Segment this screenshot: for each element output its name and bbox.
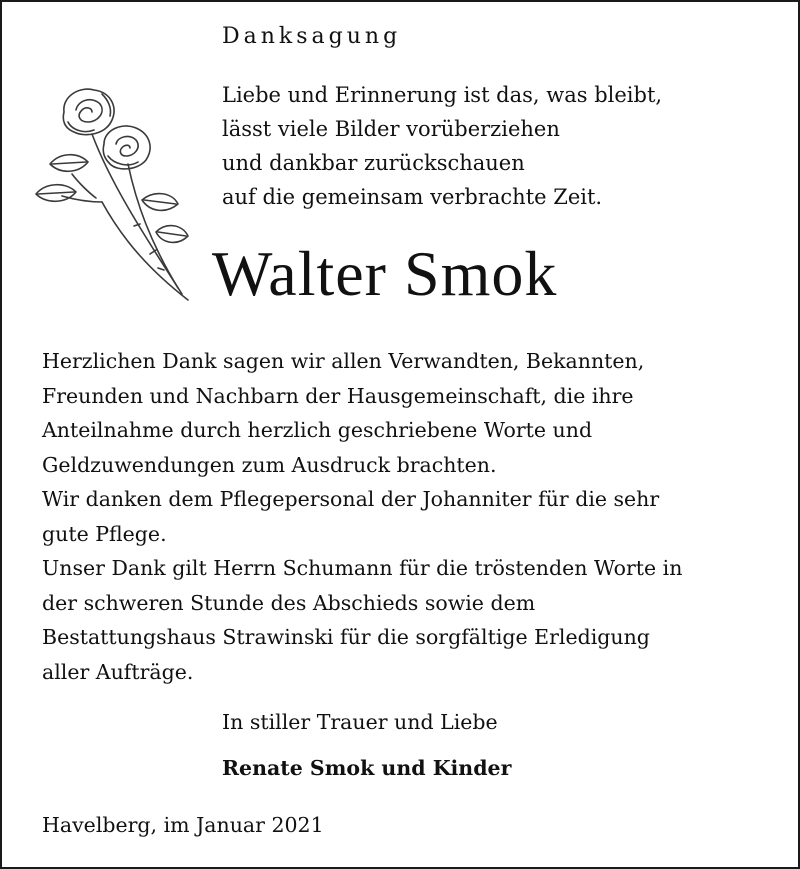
thanks-line: Geldzuwendungen zum Ausdruck brachten. xyxy=(42,452,497,477)
thanks-line: Unser Dank gilt Herrn Schumann für die tröstenden Worte in xyxy=(42,556,683,580)
thanks-line: der schweren Stunde des Abschieds sowie dem xyxy=(42,590,536,615)
notice-heading: Danksagung xyxy=(222,24,402,49)
poem-line: und dankbar zurückschauen xyxy=(222,151,525,175)
rose-icon xyxy=(32,82,196,306)
place-date: Havelberg, im Januar 2021 xyxy=(42,813,324,837)
thanks-line: gute Pflege. xyxy=(42,521,167,546)
thanks-line: Herzlichen Dank sagen wir allen Verwandten, Bekannten, xyxy=(42,349,645,373)
deceased-name: Walter Smok xyxy=(212,238,558,309)
poem xyxy=(222,78,662,214)
signers: Renate Smok und Kinder xyxy=(222,756,512,780)
mourning-line: In stiller Trauer und Liebe xyxy=(222,710,498,734)
thanks-line: Anteilnahme durch herzlich geschriebene Worte und xyxy=(42,418,593,442)
thanks-line: Wir danken dem Pflegepersonal der Johanniter für die sehr xyxy=(42,487,660,511)
poem-line: lässt viele Bilder vorüberziehen xyxy=(222,117,560,141)
poem-line: auf die gemeinsam verbrachte Zeit. xyxy=(222,185,603,209)
thanks-line: Freunden und Nachbarn der Hausgemeinschaft, die ihre xyxy=(42,383,634,408)
thanks-text xyxy=(42,344,682,689)
poem-line: Liebe und Erinnerung ist das, was bleibt, xyxy=(222,83,663,107)
thanks-line: Bestattungshaus Strawinski für die sorgfältige Erledigung xyxy=(42,625,650,649)
thanks-line: aller Aufträge. xyxy=(42,659,194,684)
